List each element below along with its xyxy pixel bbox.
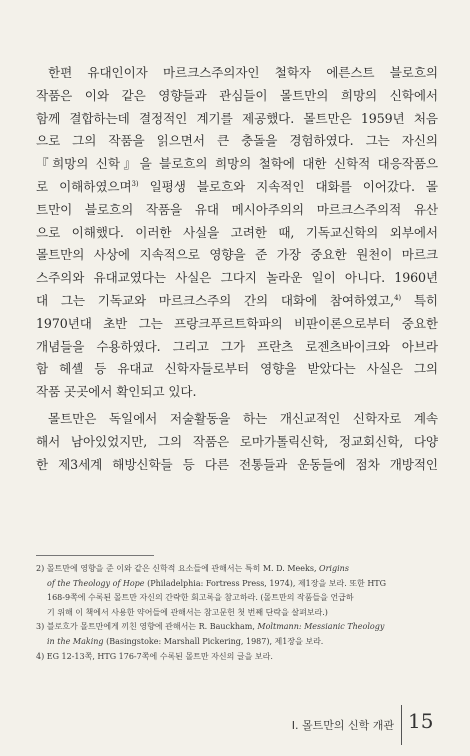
text-line: 으로 그의 작품을 읽으면서 큰 충돌을 경험하였다. 그는 자신의: [36, 133, 438, 149]
footnote-line: in the Making (Basingstoke: Marshall Pickering, 1987), 제1장을 보라.: [47, 636, 324, 646]
text-line: 몰트만의 사상에 지속적으로 영향을 준 가장 중요한 원천이 마르크: [36, 247, 438, 263]
text-line-with-footnote: [36, 290, 438, 313]
text-line: 함 헤셸 등 유대교 신학자들로부터 영향을 받았다는 사실은 그의: [36, 361, 438, 377]
footnote-line: of the Theology of Hope (Philadelphia: Fortress Press, 1974), 제1장을 보라. 또한 HTG: [47, 578, 387, 588]
text-line: 작품 곳곳에서 확인되고 있다.: [36, 384, 197, 400]
text-line: 함께 결합하는데 결정적인 계기를 제공했다. 몰트만은 1959년 처음: [36, 110, 438, 126]
footnote-4: 4) EG 12-13쪽, HTG 176-7쪽에 수록된 몰트만 자신의 글을 보라.: [36, 651, 273, 661]
footnote-2: 2) 몰트만에 영향을 준 이와 같은 신학적 요소들에 관해서는 특히 M. D. Meeks, Origins: [36, 564, 349, 573]
text-line: 『희망의 신학』을 블로흐의 희망의 철학에 대한 신학적 대응작품으: [36, 156, 438, 172]
footer-divider: [401, 705, 402, 745]
footnote-line: 168-9쪽에 수록된 몰트만 자신의 간략한 회고록을 참고하라. (몰트만의 작품들을 언급하: [47, 593, 354, 603]
footnote-marker: 2): [36, 564, 45, 573]
text-fragment: 특히: [401, 292, 438, 308]
book-title: in the Making: [47, 636, 104, 646]
footnote-ref-4: 4): [394, 293, 402, 302]
book-title: of the Theology of Hope: [47, 578, 145, 588]
running-title: I. 몰트만의 신학 개관: [291, 719, 394, 732]
book-title: Origins: [319, 564, 349, 573]
footnote-3: 3) 블로흐가 몰트만에게 끼친 영향에 관해서는 R. Bauckham, Moltmann: Messianic Theology: [36, 622, 385, 632]
text-line: 으로 이해했다. 이러한 사실을 고려한 때, 기독교신학의 외부에서: [36, 224, 438, 240]
text-fragment: 대 그는 기독교와 마르크스주의 간의 대화에 참여하였고,: [36, 292, 395, 308]
text-line: 작품은 이와 같은 영향들과 관심들이 몰트만의 희망의 신학에서: [36, 87, 438, 103]
text-fragment: 일평생 블로흐와 지속적인 대화를 이어갔다. 몰: [138, 178, 438, 194]
text-line: 한 제3세계 해방신학들 등 다른 전통들과 운동들에 점차 개방적인: [36, 456, 438, 472]
text-line: 한편 유대인이자 마르크스주의자인 철학자 에른스트 블로흐의: [48, 65, 438, 80]
page-number: 15: [408, 709, 434, 733]
text-line: 스주의와 유대교였다는 사실은 그다지 놀라운 일이 아니다. 1960년: [36, 270, 438, 286]
text-line: 몰트만은 독일에서 저술활동을 하는 개신교적인 신학자로 계속: [48, 410, 438, 426]
footnote-line: 기 위해 이 책에서 사용한 약어들에 관해서는 참고문헌 첫 번째 단락을 살펴보라.): [47, 607, 328, 617]
footnote-marker: 3): [36, 622, 45, 632]
text-line: 1970년대 초반 그는 프랑크푸르트학파의 비판이론으로부터 중요한: [36, 315, 438, 331]
footnote-marker: 4): [36, 651, 45, 661]
text-line: 개념들을 수용하였다. 그리고 그가 프란츠 로젠츠바이크와 아브라: [36, 338, 438, 354]
text-line: 트만이 블로흐의 작품을 유대 메시아주의의 마르크스주의적 유산: [36, 201, 438, 217]
footnote-ref-3: 3): [131, 179, 139, 188]
text-fragment: 로 이해하였으며: [36, 178, 132, 194]
book-title: Moltmann: Messianic Theology: [257, 622, 385, 632]
text-line: 해서 남아있었지만, 그의 작품은 로마가톨릭신학, 정교회신학, 다양: [36, 433, 438, 449]
footnote-divider: [36, 555, 154, 556]
footnotes: [36, 562, 438, 664]
text-line-with-footnote: [36, 176, 438, 199]
body-text: [36, 62, 438, 476]
